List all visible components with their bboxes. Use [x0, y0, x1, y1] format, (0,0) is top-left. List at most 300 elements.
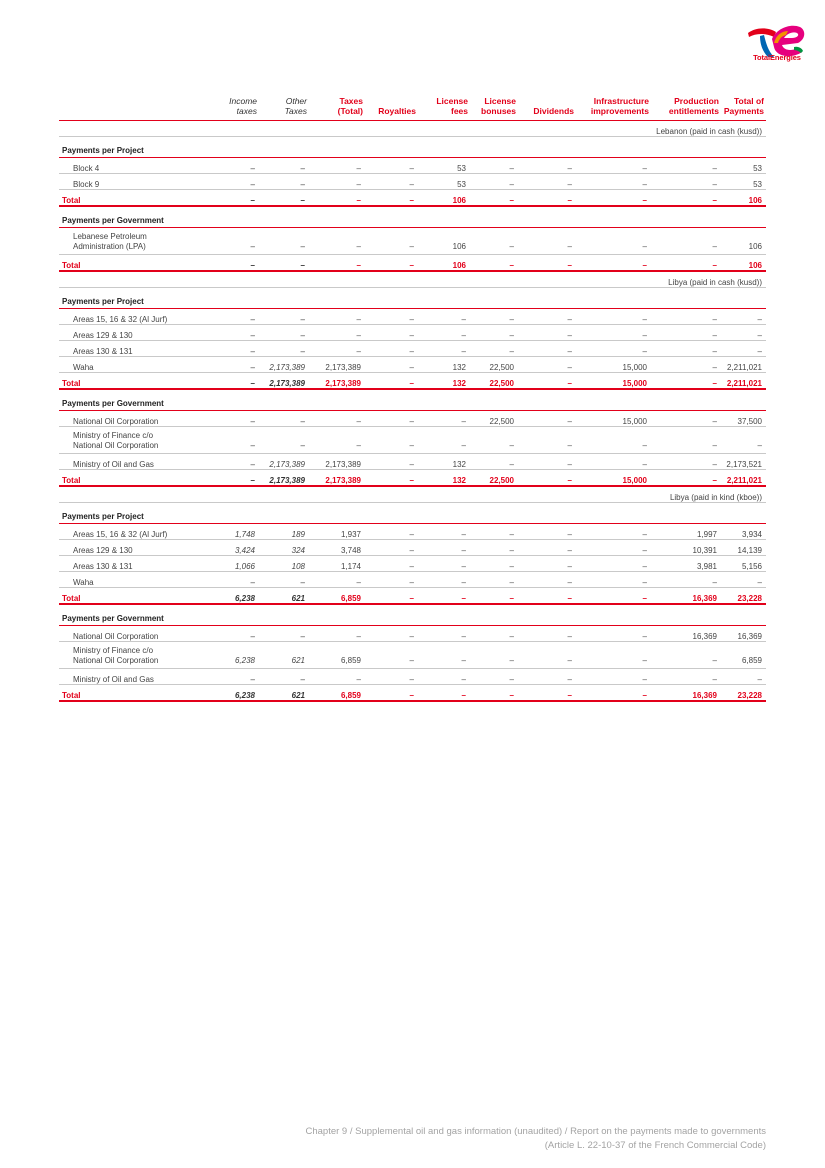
subsection-heading-row: [59, 604, 766, 626]
table-cell: 106: [418, 228, 470, 255]
table-cell: –: [259, 626, 309, 642]
table-cell: –: [365, 309, 418, 325]
table-row: [59, 174, 766, 190]
table-cell: –: [651, 470, 721, 487]
table-cell: 16,369: [651, 588, 721, 605]
table-row: [59, 309, 766, 325]
table-cell: 3,748: [309, 540, 365, 556]
row-label: [59, 454, 219, 470]
table-cell: –: [259, 190, 309, 207]
table-cell: –: [365, 158, 418, 174]
row-label: [59, 357, 219, 373]
table-cell: 132: [418, 373, 470, 390]
row-label: [59, 411, 219, 427]
table-cell: –: [651, 454, 721, 470]
row-label-line: Total: [62, 476, 81, 485]
table-row: [59, 540, 766, 556]
table-cell: 132: [418, 470, 470, 487]
table-cell: –: [518, 341, 576, 357]
table-cell: –: [309, 411, 365, 427]
table-cell: –: [309, 341, 365, 357]
subsection-title: Payments per Project: [59, 137, 766, 158]
column-header-line: improvements: [590, 106, 649, 116]
row-label-line: Areas 15, 16 & 32 (Al Jurf): [73, 530, 168, 539]
table-cell: 324: [259, 540, 309, 556]
table-cell: 6,859: [721, 642, 766, 669]
table-cell: –: [219, 190, 259, 207]
table-cell: –: [518, 524, 576, 540]
column-header-line: fees: [450, 106, 468, 116]
table-cell: –: [721, 309, 766, 325]
row-label: [59, 588, 219, 605]
table-cell: –: [365, 588, 418, 605]
table-cell: –: [259, 341, 309, 357]
table-cell: –: [219, 572, 259, 588]
subsection-heading-row: [59, 206, 766, 228]
row-label-line: National Oil Corporation: [73, 441, 159, 450]
table-cell: –: [576, 556, 651, 572]
column-header-line: Infrastructure: [593, 96, 649, 106]
total-row: [59, 588, 766, 605]
table-row: [59, 642, 766, 669]
table-cell: –: [576, 588, 651, 605]
table-cell: –: [576, 228, 651, 255]
table-cell: 6,859: [309, 588, 365, 605]
table-cell: 2,173,389: [309, 373, 365, 390]
table-cell: 1,174: [309, 556, 365, 572]
table-cell: –: [518, 642, 576, 669]
total-row: [59, 470, 766, 487]
table-cell: 10,391: [651, 540, 721, 556]
table-cell: –: [518, 556, 576, 572]
row-label-line: Ministry of Oil and Gas: [73, 675, 154, 684]
table-cell: –: [418, 325, 470, 341]
table-cell: 22,500: [470, 470, 518, 487]
subsection-heading-row: [59, 288, 766, 309]
table-cell: –: [518, 357, 576, 373]
table-cell: –: [365, 524, 418, 540]
table-cell: –: [365, 357, 418, 373]
table-cell: 2,173,389: [259, 470, 309, 487]
table-cell: –: [365, 373, 418, 390]
table-cell: –: [576, 454, 651, 470]
table-cell: 2,173,389: [259, 357, 309, 373]
table-cell: –: [219, 255, 259, 272]
row-label-line: Total: [62, 261, 81, 270]
subsection-title: Payments per Government: [59, 206, 766, 228]
row-label-line: Areas 130 & 131: [73, 562, 133, 571]
row-label-line: Areas 130 & 131: [73, 347, 133, 356]
table-cell: 2,173,521: [721, 454, 766, 470]
table-cell: 53: [418, 174, 470, 190]
table-cell: –: [219, 325, 259, 341]
column-header: [470, 96, 518, 121]
table-cell: –: [518, 626, 576, 642]
row-label-line: Total: [62, 379, 81, 388]
page-footer: [306, 1125, 767, 1153]
table-cell: 53: [721, 158, 766, 174]
table-cell: –: [651, 427, 721, 454]
section-heading-row: [59, 271, 766, 288]
column-header-row: [59, 96, 766, 121]
table-cell: 3,934: [721, 524, 766, 540]
section-heading-row: [59, 486, 766, 503]
table-cell: –: [418, 411, 470, 427]
table-cell: 22,500: [470, 411, 518, 427]
table-cell: –: [576, 325, 651, 341]
table-cell: –: [418, 309, 470, 325]
table-cell: –: [418, 626, 470, 642]
table-cell: –: [418, 556, 470, 572]
table-cell: –: [470, 685, 518, 702]
table-cell: –: [365, 427, 418, 454]
row-label-line: Total: [62, 196, 81, 205]
row-label: [59, 669, 219, 685]
row-label-line: Block 4: [73, 164, 100, 173]
section-title: Lebanon (paid in cash (kusd)): [59, 121, 766, 137]
table-cell: –: [470, 588, 518, 605]
table-row: [59, 524, 766, 540]
row-label: [59, 158, 219, 174]
column-header-line: Production: [674, 96, 719, 106]
table-cell: –: [365, 228, 418, 255]
table-cell: –: [470, 190, 518, 207]
column-header: [721, 96, 766, 121]
table-cell: –: [518, 190, 576, 207]
column-header: [309, 96, 365, 121]
table-cell: –: [219, 411, 259, 427]
table-cell: –: [259, 158, 309, 174]
table-row: [59, 454, 766, 470]
table-cell: 106: [418, 190, 470, 207]
column-header: [418, 96, 470, 121]
table-cell: 106: [721, 190, 766, 207]
table-cell: –: [518, 470, 576, 487]
table-cell: –: [219, 357, 259, 373]
table-cell: 15,000: [576, 357, 651, 373]
table-cell: 6,238: [219, 685, 259, 702]
row-label-line: Total: [62, 594, 81, 603]
row-label: [59, 309, 219, 325]
table-cell: 2,173,389: [259, 454, 309, 470]
table-cell: –: [259, 669, 309, 685]
table-row: [59, 427, 766, 454]
table-cell: –: [365, 572, 418, 588]
footer-line-2: (Article L. 22-10-37 of the French Commercial Code): [544, 1140, 766, 1151]
table-cell: 2,173,389: [309, 454, 365, 470]
column-header: [365, 96, 418, 121]
column-header-line: Total of: [733, 96, 764, 106]
row-label: [59, 642, 219, 669]
table-cell: 16,369: [721, 626, 766, 642]
table-cell: –: [219, 470, 259, 487]
table-cell: 1,997: [651, 524, 721, 540]
table-cell: –: [219, 158, 259, 174]
table-cell: –: [470, 669, 518, 685]
table-cell: –: [470, 572, 518, 588]
table-cell: –: [518, 411, 576, 427]
table-cell: –: [259, 325, 309, 341]
table-cell: –: [365, 341, 418, 357]
subsection-title: Payments per Project: [59, 288, 766, 309]
table-cell: –: [576, 572, 651, 588]
table-cell: –: [470, 524, 518, 540]
table-cell: 1,066: [219, 556, 259, 572]
row-label: [59, 325, 219, 341]
row-label-line: Administration (LPA): [73, 242, 146, 251]
row-label: [59, 190, 219, 207]
table-cell: –: [651, 373, 721, 390]
row-label: [59, 572, 219, 588]
table-cell: –: [259, 228, 309, 255]
table-cell: –: [721, 669, 766, 685]
row-label-line: Total: [62, 691, 81, 700]
table-cell: 6,238: [219, 642, 259, 669]
table-cell: 3,981: [651, 556, 721, 572]
table-cell: –: [651, 572, 721, 588]
column-header: [518, 96, 576, 121]
table-cell: –: [576, 309, 651, 325]
table-cell: –: [518, 325, 576, 341]
table-row: [59, 341, 766, 357]
table-cell: –: [365, 174, 418, 190]
section-title: Libya (paid in cash (kusd)): [59, 271, 766, 288]
total-row: [59, 190, 766, 207]
row-label-line: Ministry of Finance c/o: [73, 646, 154, 655]
table-cell: –: [259, 174, 309, 190]
column-header-line: Royalties: [378, 106, 416, 116]
table-cell: 108: [259, 556, 309, 572]
table-cell: –: [470, 540, 518, 556]
table-cell: –: [470, 427, 518, 454]
column-header-line: (Total): [337, 106, 363, 116]
table-row: [59, 669, 766, 685]
table-cell: 2,173,389: [309, 357, 365, 373]
table-cell: 2,173,389: [309, 470, 365, 487]
table-cell: –: [365, 325, 418, 341]
table-cell: –: [518, 540, 576, 556]
table-cell: –: [518, 427, 576, 454]
subsection-heading-row: [59, 389, 766, 411]
table-cell: 132: [418, 357, 470, 373]
row-label: [59, 524, 219, 540]
table-cell: –: [518, 685, 576, 702]
table-cell: –: [365, 669, 418, 685]
row-label-line: Ministry of Finance c/o: [73, 431, 154, 440]
table-cell: –: [721, 341, 766, 357]
table-cell: –: [418, 685, 470, 702]
table-cell: –: [365, 411, 418, 427]
table-cell: 16,369: [651, 626, 721, 642]
table-row: [59, 158, 766, 174]
table-cell: –: [518, 373, 576, 390]
table-cell: –: [365, 190, 418, 207]
table-cell: –: [365, 540, 418, 556]
table-cell: –: [470, 556, 518, 572]
row-label: [59, 373, 219, 390]
table-cell: 132: [418, 454, 470, 470]
table-cell: 6,238: [219, 588, 259, 605]
row-label: [59, 174, 219, 190]
table-cell: –: [470, 174, 518, 190]
table-cell: 621: [259, 685, 309, 702]
table-cell: –: [309, 255, 365, 272]
subsection-heading-row: [59, 503, 766, 524]
table-cell: 5,156: [721, 556, 766, 572]
table-cell: –: [219, 669, 259, 685]
table-cell: –: [470, 309, 518, 325]
table-cell: –: [219, 341, 259, 357]
table-row: [59, 325, 766, 341]
row-label: [59, 255, 219, 272]
column-header-line: Taxes: [339, 96, 363, 106]
table-cell: 22,500: [470, 373, 518, 390]
table-cell: –: [418, 669, 470, 685]
column-header-line: bonuses: [481, 106, 516, 116]
table-cell: –: [651, 309, 721, 325]
table-cell: –: [651, 325, 721, 341]
table-cell: 2,211,021: [721, 357, 766, 373]
row-label: [59, 685, 219, 702]
table-cell: 2,211,021: [721, 470, 766, 487]
column-header-line: taxes: [236, 106, 257, 116]
table-row: [59, 572, 766, 588]
total-row: [59, 373, 766, 390]
table-cell: –: [309, 309, 365, 325]
table-row: [59, 556, 766, 572]
row-label-line: National Oil Corporation: [73, 656, 159, 665]
table-cell: 16,369: [651, 685, 721, 702]
table-row: [59, 357, 766, 373]
column-header-line: Taxes: [284, 106, 307, 116]
table-cell: 1,937: [309, 524, 365, 540]
subsection-title: Payments per Government: [59, 389, 766, 411]
table-cell: –: [219, 228, 259, 255]
row-label: [59, 427, 219, 454]
table-cell: –: [309, 626, 365, 642]
table-cell: 53: [721, 174, 766, 190]
table-cell: –: [365, 454, 418, 470]
table-cell: –: [518, 255, 576, 272]
column-header: [576, 96, 651, 121]
table-row: [59, 228, 766, 255]
table-cell: 621: [259, 588, 309, 605]
table-cell: –: [365, 556, 418, 572]
row-label: [59, 540, 219, 556]
column-header-line: entitlements: [668, 106, 719, 116]
table-cell: 621: [259, 642, 309, 669]
table-cell: –: [365, 685, 418, 702]
table-cell: 22,500: [470, 357, 518, 373]
subsection-heading-row: [59, 137, 766, 158]
column-header-line: License: [484, 96, 516, 106]
table-cell: 3,424: [219, 540, 259, 556]
table-cell: –: [518, 454, 576, 470]
table-cell: –: [309, 158, 365, 174]
table-cell: –: [470, 341, 518, 357]
table-cell: –: [259, 255, 309, 272]
row-label-line: Waha: [73, 578, 94, 587]
table-cell: –: [576, 190, 651, 207]
table-cell: 1,748: [219, 524, 259, 540]
table-cell: –: [365, 255, 418, 272]
row-label-line: National Oil Corporation: [73, 417, 159, 426]
row-label-line: Lebanese Petroleum: [73, 232, 147, 241]
table-cell: –: [418, 427, 470, 454]
table-cell: –: [651, 357, 721, 373]
column-header-line: Other: [285, 96, 307, 106]
row-label: [59, 341, 219, 357]
table-cell: –: [576, 524, 651, 540]
header-blank: [59, 96, 219, 121]
table-cell: –: [418, 341, 470, 357]
table-cell: –: [576, 642, 651, 669]
table-cell: –: [576, 669, 651, 685]
row-label-line: Ministry of Oil and Gas: [73, 460, 154, 469]
table-cell: –: [219, 373, 259, 390]
table-cell: –: [576, 341, 651, 357]
table-cell: 6,859: [309, 642, 365, 669]
table-cell: 6,859: [309, 685, 365, 702]
table-cell: –: [518, 174, 576, 190]
table-cell: –: [651, 411, 721, 427]
table-cell: 23,228: [721, 685, 766, 702]
table-cell: –: [470, 325, 518, 341]
table-cell: –: [470, 255, 518, 272]
footer-line-1: Chapter 9 / Supplemental oil and gas information (unaudited) / Report on the payments made to governments: [305, 1126, 766, 1137]
column-header-line: Payments: [723, 106, 764, 116]
table-cell: –: [219, 309, 259, 325]
table-cell: 15,000: [576, 470, 651, 487]
table-cell: –: [365, 470, 418, 487]
table-cell: 106: [418, 255, 470, 272]
table-cell: –: [219, 626, 259, 642]
column-header-line: License: [436, 96, 468, 106]
table-cell: 37,500: [721, 411, 766, 427]
table-cell: –: [418, 642, 470, 669]
subsection-title: Payments per Project: [59, 503, 766, 524]
subsection-title: Payments per Government: [59, 604, 766, 626]
section-title: Libya (paid in kind (kboe)): [59, 486, 766, 503]
section-heading-row: [59, 121, 766, 137]
table-cell: –: [470, 626, 518, 642]
table-cell: –: [651, 174, 721, 190]
table-cell: –: [721, 325, 766, 341]
table-cell: 53: [418, 158, 470, 174]
table-cell: –: [309, 174, 365, 190]
row-label-line: Areas 129 & 130: [73, 331, 133, 340]
table-cell: –: [259, 572, 309, 588]
table-cell: –: [259, 309, 309, 325]
table-cell: –: [418, 540, 470, 556]
total-row: [59, 685, 766, 702]
row-label: [59, 228, 219, 255]
table-cell: 15,000: [576, 411, 651, 427]
table-cell: –: [518, 158, 576, 174]
table-cell: –: [365, 642, 418, 669]
table-cell: 106: [721, 255, 766, 272]
table-cell: –: [651, 158, 721, 174]
table-cell: –: [518, 309, 576, 325]
column-header-line: Dividends: [533, 106, 574, 116]
table-cell: –: [518, 572, 576, 588]
column-header: [219, 96, 259, 121]
table-cell: –: [576, 540, 651, 556]
payments-table: [59, 96, 766, 702]
table-cell: –: [576, 255, 651, 272]
table-cell: –: [470, 158, 518, 174]
table-cell: 14,139: [721, 540, 766, 556]
